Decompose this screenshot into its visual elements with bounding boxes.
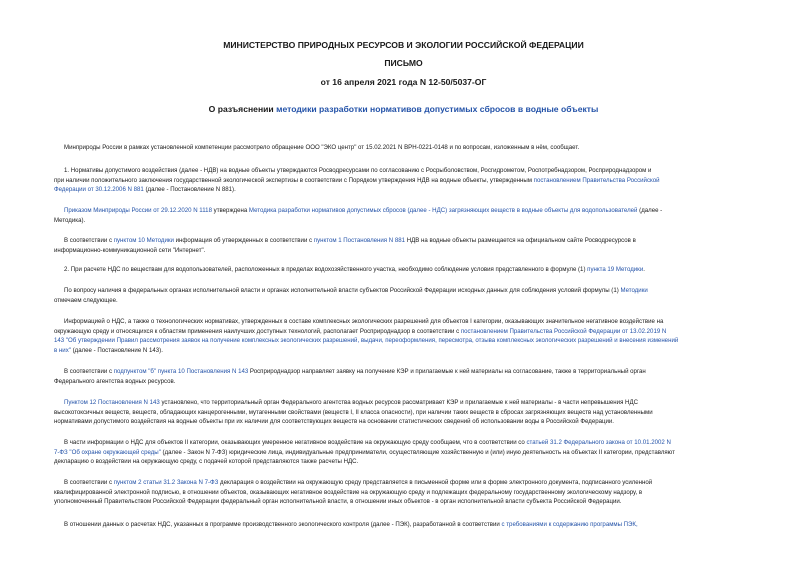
ministry-title: МИНИСТЕРСТВО ПРИРОДНЫХ РЕСУРСОВ И ЭКОЛОГИИ РОССИЙСКОЙ ФЕДЕРАЦИИ xyxy=(223,40,584,50)
paragraph xyxy=(54,398,772,427)
paragraph-line xyxy=(54,317,772,327)
paragraph-text: квалифицированной электронной подписью, в отношении объектов, оказывающих негативное воздействие на окружающую среду и подлежащих федеральному государственному экологическому надзору, в xyxy=(54,488,643,496)
paragraph-text: (далее - xyxy=(637,207,663,214)
paragraph-line xyxy=(54,286,772,296)
paragraph-text: (далее - Закон N 7-ФЗ) юридические лица, индивидуальные предприниматели, осуществляющие хозяйственную и (или) иную деятельность на объектах II категории, представляют xyxy=(160,448,675,456)
paragraph xyxy=(54,286,772,305)
document-link[interactable]: пункта 19 Методики xyxy=(587,266,644,273)
paragraph-text: отмечаем следующее. xyxy=(54,296,118,304)
paragraph-text: 1. Нормативы допустимого воздействия (далее - НДВ) на водные объекты утверждаются Росводресурсами по согласованию с Росрыболовством, Росгидрометом, Роспотребнадзором, Росприроднадзором и xyxy=(64,167,652,174)
paragraph-line xyxy=(54,457,772,467)
paragraph-line xyxy=(54,246,772,256)
document-link[interactable]: пунктом 1 Постановления N 881 xyxy=(313,237,406,244)
paragraph-text: информационно-коммуникационной сети "Интернет". xyxy=(54,246,206,254)
paragraph-text: Методика). xyxy=(54,216,86,224)
document-link[interactable]: подпунктом "б" пункта 10 Постановления N 143 xyxy=(113,368,249,375)
document-link[interactable]: 7-ФЗ "Об охране окружающей среды" xyxy=(54,448,161,456)
document-link[interactable]: Федерации от 30.12.2006 N 881 xyxy=(54,186,144,193)
document-link[interactable]: Пунктом 12 Постановления N 143 xyxy=(64,399,160,406)
paragraph xyxy=(54,317,772,355)
subject-link[interactable]: методики разработки нормативов допустимых сбросов в водные объекты xyxy=(276,104,599,114)
document-type: ПИСЬМО xyxy=(384,58,423,68)
paragraph-text: окружающую среду и относящихся к областям применения наилучших доступных технологий, располагает Росприроднадзор в соответствии с xyxy=(54,327,461,335)
document-date-number: от 16 апреля 2021 года N 12-50/5037-ОГ xyxy=(320,77,487,87)
paragraph-line xyxy=(54,408,772,418)
paragraph-text: декларацию о воздействии на окружающую среду, с подачей которой представляются также расчеты НДС. xyxy=(54,458,359,465)
paragraph-text: высокотоксичных веществ, веществ, обладающих канцерогенными, мутагенными свойствами (веществ I, II класса опасности), при наличии таких веществ в сбросах загрязняющих веществ над установленными xyxy=(54,408,653,416)
paragraph-text: Росприроднадзор направляет заявку на получение КЭР и прилагаемые к ней материалы на согласование, также в территориальный орган xyxy=(248,368,646,375)
document-link[interactable]: 143 "Об утверждении Правил рассмотрения заявок на получение комплексных экологических разрешений, выдачи, переоформления, пересмотра, отзыва комплексных экологических разрешений и внесения изменений xyxy=(54,337,679,344)
paragraph-line xyxy=(54,216,772,226)
paragraph xyxy=(54,265,772,275)
paragraph xyxy=(54,438,772,467)
paragraph xyxy=(54,166,772,195)
paragraph-text: утверждена xyxy=(211,207,249,214)
paragraph-line xyxy=(54,346,772,356)
paragraph-line xyxy=(54,377,772,387)
paragraph xyxy=(54,236,772,255)
paragraph-line xyxy=(54,265,772,275)
paragraph-text: информация об утвержденных в соответствии с xyxy=(173,237,314,244)
paragraph-line xyxy=(54,327,772,337)
paragraph-line xyxy=(54,448,772,458)
document-link[interactable]: постановлением Правительства Российской Федерации от 13.02.2019 N xyxy=(460,327,667,335)
document-link[interactable]: с требованиями к содержанию программы ПЭК, xyxy=(501,521,638,528)
paragraph-line xyxy=(54,417,772,427)
document-link[interactable]: Методики xyxy=(620,287,648,294)
paragraph-line xyxy=(54,336,772,346)
document-link[interactable]: в них" xyxy=(54,346,71,354)
paragraph xyxy=(54,367,772,386)
paragraph-line xyxy=(54,166,772,176)
paragraph-text: Минприроды России в рамках установленной компетенции рассмотрело обращение ООО "ЭКО центр" от 15.02.2021 N ВРН-0221-0148 и по вопросам, изложенным в нём, сообщает. xyxy=(64,144,580,151)
paragraph xyxy=(54,478,772,507)
paragraph-text: установлено, что территориальный орган Федерального агентства водных ресурсов рассматривает КЭР и прилагаемые к ней материалы - в части непревышения НДС xyxy=(159,399,638,406)
paragraph xyxy=(54,520,772,530)
paragraph-line xyxy=(54,143,772,153)
document-link[interactable]: статьей 31.2 Федерального закона от 10.01.2002 N xyxy=(526,439,671,446)
document-link[interactable]: пунктом 10 Методики xyxy=(113,237,174,244)
paragraph-text: В части информации о НДС для объектов II категории, оказывающих умеренное негативное воздействие на окружающую среду сообщаем, что в соответствии со xyxy=(64,439,527,446)
paragraph-text: В соответствии с xyxy=(64,479,114,486)
paragraph-line xyxy=(54,176,772,186)
paragraph xyxy=(54,206,772,225)
paragraph-text: В соответствии с xyxy=(64,237,114,244)
paragraph-line xyxy=(54,497,772,507)
paragraph-line xyxy=(54,488,772,498)
paragraph-text: (далее - Постановление N 143). xyxy=(70,346,163,354)
paragraph-text: (далее - Постановление N 881). xyxy=(143,186,236,193)
paragraph-line xyxy=(54,478,772,488)
paragraph-line xyxy=(54,367,772,377)
paragraph-text: . xyxy=(643,266,645,273)
document-link[interactable]: Методика разработки нормативов допустимых сбросов (далее - НДС) загрязняющих веществ в водные объекты для водопользователей xyxy=(248,207,638,214)
paragraph-text: НДВ на водные объекты размещается на официальном сайте Росводресурсов в xyxy=(405,237,636,244)
paragraph-line xyxy=(54,185,772,195)
paragraph-line xyxy=(54,438,772,448)
paragraph-line xyxy=(54,398,772,408)
paragraph-text: 2. При расчете НДС по веществам для водопользователей, расположенных в пределах водохозяйственного участка, необходимо соблюдение условия представленного в формуле (1) xyxy=(64,266,588,273)
paragraph-text: нормативами допустимого воздействия на водные объекты при их наличии для соответствующих веществ на основании статистических сведений об использовании воды в Российской Федерации. xyxy=(54,418,614,425)
paragraph-line xyxy=(54,236,772,246)
paragraph-line xyxy=(54,296,772,306)
document-link[interactable]: Приказом Минприроды России от 29.12.2020 N 1118 xyxy=(64,207,212,214)
paragraph-text: В соответствии с xyxy=(64,368,114,375)
paragraph-text: Информацией о НДС, а также о технологических нормативах, утвержденных в составе комплексных экологических разрешений для объектов I категории, оказывающих значительное негативное воздействие на xyxy=(64,318,664,325)
paragraph-line xyxy=(54,520,772,530)
paragraph-text: при наличии положительного заключения государственной экологической экспертизы в соответствии с Порядком утверждения НДВ на водные объекты, утвержденным xyxy=(54,176,534,184)
document-link[interactable]: пунктом 2 статьи 31.2 Закона N 7-ФЗ xyxy=(113,479,219,486)
subject-prefix: О разъяснении xyxy=(208,104,277,114)
paragraph-line xyxy=(54,206,772,216)
paragraph-text: По вопросу наличия в федеральных органах исполнительной власти и органах исполнительной власти субъектов Российской Федерации исходных данных для соблюдения условий формулы (1) xyxy=(64,287,621,294)
paragraph-text: декларация о воздействии на окружающую среду представляется в письменной форме или в форме электронного документа, подписанного усиленной xyxy=(218,479,653,486)
paragraph-text: Федерального агентства водных ресурсов. xyxy=(54,377,176,385)
paragraph-text: уполномоченный Правительством Российской Федерации федеральный орган исполнительной власти, в отношении иных объектов - в орган исполнительной власти субъекта Российской Федерации. xyxy=(54,498,622,505)
document-link[interactable]: постановлением Правительства Российской xyxy=(533,176,660,184)
paragraph xyxy=(54,143,772,153)
document-subject xyxy=(0,104,807,115)
paragraph-text: В отношении данных о расчетах НДС, указанных в программе производственного экологического контроля (далее - ПЭК), разработанной в соответствии xyxy=(64,521,502,528)
